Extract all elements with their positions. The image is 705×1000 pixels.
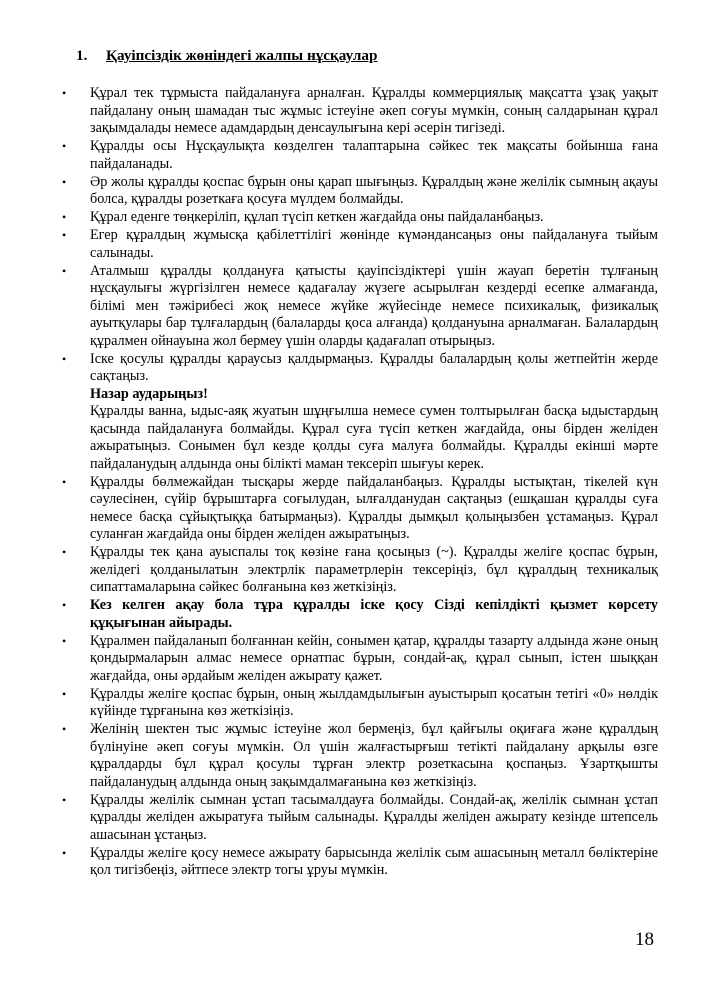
item-text: Егер құралдың жұмысқа қабілеттілігі жөнінде күмәндансаңыз оны пайдалануға тыйым салынады. — [90, 227, 658, 261]
list-item — [62, 350, 658, 474]
item-text-warranty-warning: Кез келген ақау бола тұра құралды іске қосу Сізді кепілдікті қызмет көрсету құқығынан айырады. — [90, 597, 658, 631]
item-text: Құралды желіге қосу немесе ажырату барысында желілік сым ашасының металл бөліктеріне қол тигізбеңіз, әйтпесе электр тогы ұруы мүмкін. — [90, 844, 658, 878]
item-text: Құралмен пайдаланып болғаннан кейін, сонымен қатар, құралды тазарту алдында және оның қондырмаларын алмас немесе орнатпас бұрын, сондай-ақ, құрал сынып, істен шыққан жағдайда, оны әрдайым желіден ажырату қажет. — [90, 632, 658, 684]
list-item — [62, 227, 658, 262]
bullet-icon: • — [62, 228, 67, 242]
item-text: Құралды бөлмежайдан тысқары жерде пайдаланбаңыз. Құралды ыстықтан, тікелей күн сәулесінен, сүйір бұрыштарға соғылудан, ылғалданудан сақтаңыз (ешқашан құралды суға немесе басқа сұйықтыққа батырмаңыз). Құралды дымқыл қолыңызбен ұстамаңыз. Құрал суланған жағдайда оны бірден желіден ажыратыңыз. — [90, 473, 658, 542]
list-item — [62, 173, 658, 209]
item-text: Құралды тек қана ауыспалы тоқ көзіне ғана қосыңыз (~). Құралды желіге қоспас бұрын, желідегі қолданылатын электрлік параметрлерін тексеріңіз, бұл құралдың техникалық сипаттамаларына сәйкес болғанына көз жеткізіңіз. — [90, 544, 658, 595]
bullet-icon: • — [62, 598, 67, 612]
section-heading — [76, 46, 377, 65]
item-text: Құралды желіге қоспас бұрын, оның жылдамдылығын ауыстырып қосатын тетігі «0» нөлдік күйінде тұрғанына көз жеткізіңіз. — [90, 685, 658, 719]
bullet-icon: • — [62, 474, 67, 489]
page-number: 18 — [635, 929, 654, 950]
bullet-icon: • — [62, 139, 67, 153]
bullet-icon: • — [62, 792, 67, 807]
bullet-icon: • — [62, 86, 67, 100]
item-text: Құрал тек тұрмыста пайдалануға арналған. Құралды коммерциялық мақсатта ұзақ уақыт пайдалану оның шамадан тыс жұмыс істеуіне әкеп соғуы мүмкін, соның салдарынан құрал зақымдалады немесе адамдардың денсаулығына кері әсерін тигізеді. — [90, 85, 658, 136]
item-text: Аталмыш құралды қолдануға қатысты қауіпсіздіктері үшін жауап беретін тұлғаның нұсқаулығы жүргізілген немесе қадағалау жүзеге асырылған кездерді есепке алмағанда, білімі мен тәжірибесі жоқ немесе жүйке жүйесінде немесе психикалық, физикалық ауытқулары бар тұлғалардың (балаларды қоса алғанда) қолдануына арналмаған. Балалардың құралмен ойнауына жол бермеу үшін оларды қадағалап отырыңыз. — [90, 262, 658, 349]
item-text: Құралды осы Нұсқаулықта көзделген талаптарына сәйкес тек мақсаты бойынша ғана пайдаланады. — [90, 138, 658, 172]
item-text: Әр жолы құралды қоспас бұрын оны қарап шығыңыз. Құралдың және желілік сымның ақауы болса, құралды розеткаға қосуға мүлдем болмайды. — [90, 173, 658, 207]
list-item — [62, 473, 658, 544]
bullet-icon: • — [62, 351, 67, 366]
item-text: Желінің шектен тыс жұмыс істеуіне жол бермеңіз, бұл қайғылы оқиғаға және құралдың бүлінуіне әкеп соғуы мүмкін. Ол үшін жалғастырғыш тетікті пайдалану арқылы өзге құралдарды бұл құрал қосулы тұрған электр розеткасына қоспаңыз. Ұзартқышты пайдаланудың алдында оның зақымдалмағанына көз жеткізіңіз. — [90, 721, 658, 790]
list-item — [62, 209, 658, 227]
list-item — [62, 544, 658, 597]
item-text: Құрал еденге төңкеріліп, құлап түсіп кеткен жағдайда оны пайдаланбаңыз. — [90, 209, 544, 225]
bullet-icon: • — [62, 263, 67, 278]
bullet-icon: • — [62, 545, 67, 559]
section-number: 1. — [76, 47, 88, 64]
list-item — [62, 262, 658, 351]
bullet-icon: • — [62, 722, 67, 736]
list-item — [62, 721, 658, 791]
list-item — [62, 844, 658, 880]
bullet-icon: • — [62, 686, 67, 701]
list-item — [62, 685, 658, 721]
warning-title: Назар аударыңыз! — [90, 385, 208, 402]
list-item — [62, 597, 658, 632]
bullet-icon: • — [62, 210, 67, 224]
item-text: Құралды желілік сымнан ұстап тасымалдауға болмайды. Сондай-ақ, желілік сымнан ұстап құралды желіден ажыратуға тыйым салынады. Құралды желіден ажырату кезінде штепсель ашасынан ұстаңыз. — [90, 791, 658, 843]
list-item — [62, 791, 658, 845]
item-text: Іске қосулы құралды қараусыз қалдырмаңыз. Құралды балалардың қолы жетпейтін жерде сақтаңыз. — [90, 350, 658, 384]
bullet-icon: • — [62, 845, 67, 860]
list-item — [62, 632, 658, 686]
bullet-icon: • — [62, 633, 67, 648]
warning-text: Құралды ванна, ыдыс-аяқ жуатын шұңғылша немесе сумен толтырылған басқа ыдыстардың қасында пайдалануға болмайды. Құрал суға түсіп кеткен жағдайда, оны бірден желіден ажыратыңыз. Сонымен бұл кезде қолды суға малуға болмайды. Құралды екінші мәрте пайдаланудың алдында оны білікті маман тексеріп шығуы керек. — [90, 403, 658, 472]
section-title: Қауіпсіздік жөніндегі жалпы нұсқаулар — [106, 47, 378, 64]
list-item — [62, 138, 658, 173]
bullet-icon: • — [62, 174, 67, 189]
safety-instructions-list — [62, 85, 658, 880]
list-item — [62, 85, 658, 138]
